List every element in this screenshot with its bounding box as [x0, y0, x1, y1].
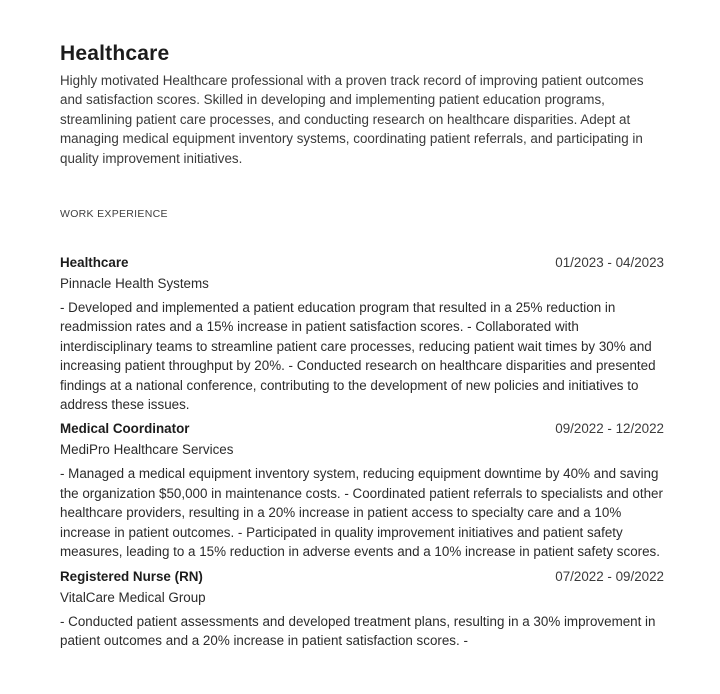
job-header [60, 419, 664, 439]
job-title: Medical Coordinator [60, 421, 190, 437]
resume-name: Healthcare [60, 42, 170, 65]
job-entry [60, 253, 664, 414]
job-company: Pinnacle Health Systems [60, 276, 209, 292]
job-entry [60, 419, 664, 561]
job-dates: 01/2023 - 04/2023 [555, 255, 664, 271]
job-header [60, 253, 664, 273]
job-dates: 09/2022 - 12/2022 [555, 421, 664, 437]
job-header [60, 567, 664, 587]
job-description: - Developed and implemented a patient education program that resulted in a 25% reduction in readmission rates and a 15% increase in patient satisfaction scores. - Collaborated with interdisciplinary teams to streamline patient care processes, reducing patient wait times by 30% and increasing patient throughput by 20%. - Conducted research on healthcare disparities and presented findings at a national conference, contributing to the development of new policies and initiatives to address these issues. [60, 300, 656, 413]
resume-document [60, 40, 664, 655]
job-company: MediPro Healthcare Services [60, 442, 234, 458]
professional-summary: Highly motivated Healthcare professional with a proven track record of improving patient outcomes and satisfaction scores. Skilled in developing and implementing patient education programs, streamlining patient care processes, and conducting research on healthcare disparities. Adept at managing medical equipment inventory systems, coordinating patient referrals, and participating in quality improvement initiatives. [60, 73, 644, 166]
job-dates: 07/2022 - 09/2022 [555, 568, 664, 584]
work-experience-list [60, 253, 664, 650]
job-entry [60, 567, 664, 651]
job-title: Registered Nurse (RN) [60, 568, 203, 584]
job-description: - Conducted patient assessments and developed treatment plans, resulting in a 30% improvement in patient outcomes and a 20% increase in patient satisfaction scores. - [60, 613, 656, 648]
job-title: Healthcare [60, 255, 129, 271]
job-company: VitalCare Medical Group [60, 589, 206, 605]
work-experience-heading: WORK EXPERIENCE [60, 208, 168, 221]
job-description: - Managed a medical equipment inventory system, reducing equipment downtime by 40% and saving the organization $50,000 in maintenance costs. - Coordinated patient referrals to specialists and other healthcare providers, resulting in a 20% increase in patient access to specialty care and a 10% increase in patient outcomes. - Participated in quality improvement initiatives and patient safety measures, leading to a 15% reduction in adverse events and a 10% increase in patient safety scores. [60, 466, 663, 560]
